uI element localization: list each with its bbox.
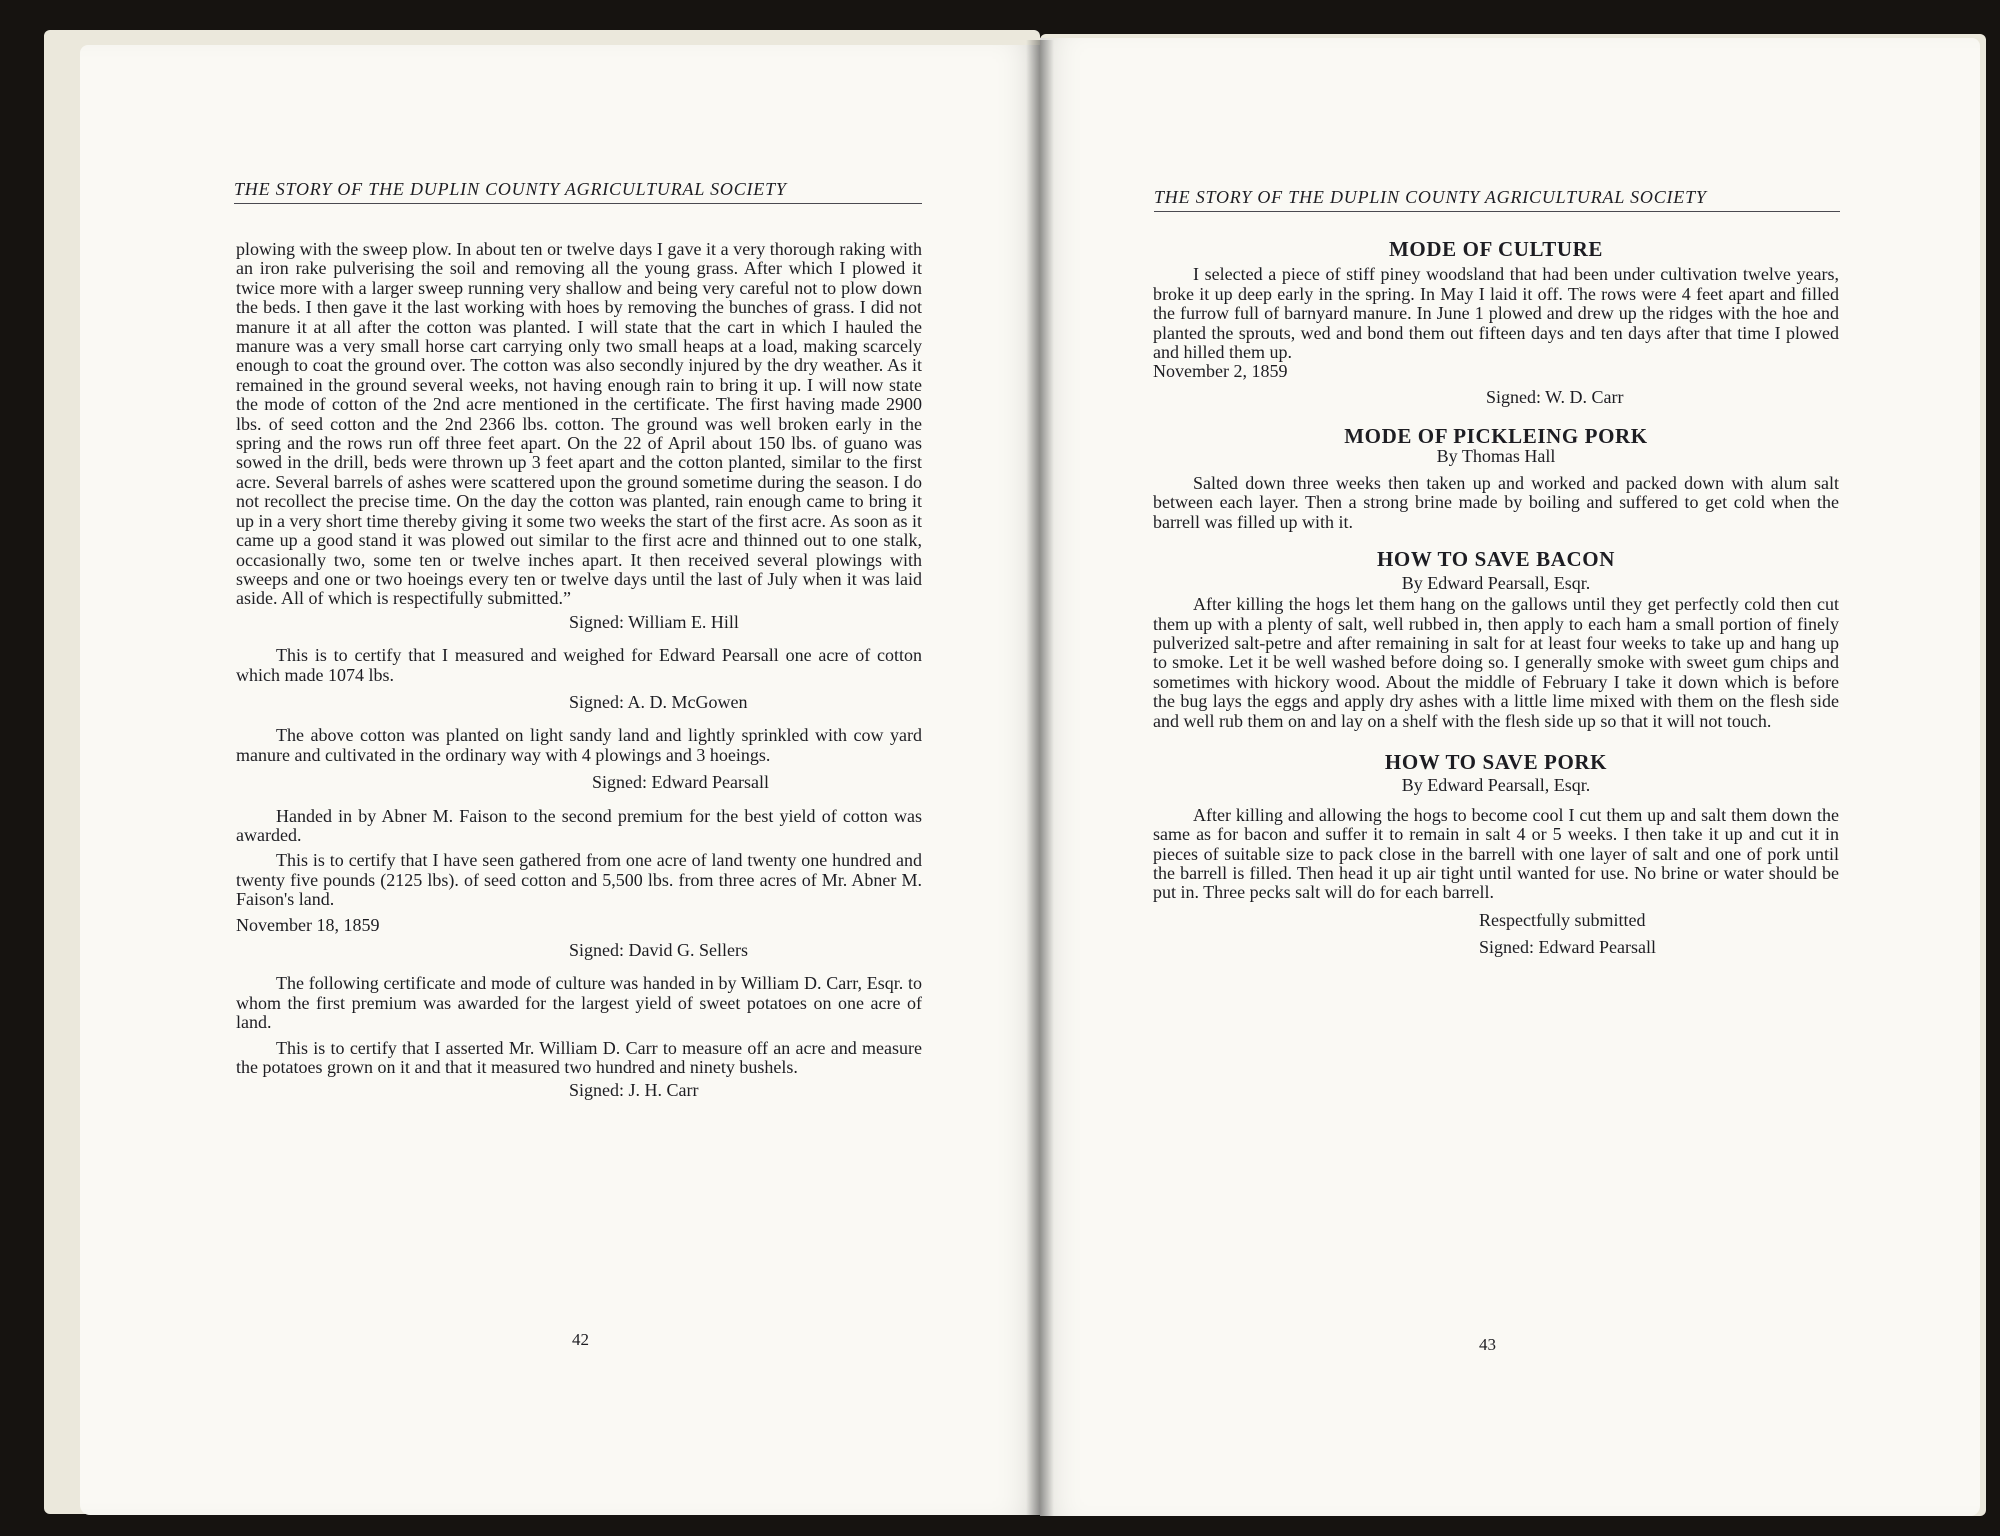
signature: Signed: A. D. McGowen xyxy=(569,691,748,712)
section-heading: HOW TO SAVE BACON xyxy=(1377,547,1615,572)
signature: Signed: W. D. Carr xyxy=(1486,386,1624,407)
book-gutter xyxy=(1026,40,1054,1516)
running-head-right: THE STORY OF THE DUPLIN COUNTY AGRICULTURAL SOCIETY xyxy=(1154,187,1840,212)
left-page-text xyxy=(236,240,922,1101)
paragraph: After killing the hogs let them hang on the gallows until they get perfectly cold then cut them up with a plenty of salt, well rubbed in, then apply to each ham a small portion of finely pulverized salt-petre and after remaining in salt for at least four weeks to take up and hang up to smoke. Let it be well washed before doing so. I generally smoke with sweet gum chips and sometimes with hickory wood. About the middle of February I take it down which is before the bug lays the eggs and apply dry ashes with a little lime mixed with them on the flesh side and well rub them on and lay on a shelf with the flesh side up so that it will not touch. xyxy=(1153,594,1839,731)
paragraph: plowing with the sweep plow. In about ten or twelve days I gave it a very thorough raking with an iron rake pulverising the soil and removing all the young grass. After which I plowed it twice more with a larger sweep running very shallow and being very careful not to plow down the beds. I then gave it the last working with hoes by removing the bunches of grass. I did not manure it at all after the cotton was planted. I will state that the cart in which I hauled the manure was a very small horse cart carrying only two small heaps at a load, making scarcely enough to coat the ground over. The cotton was also secondly injured by the dry weather. As it remained in the ground several weeks, not having enough rain to bring it up. I will now state the mode of cotton of the 2nd acre mentioned in the certificate. The first having made 2900 lbs. of seed cotton and the 2nd 2366 lbs. cotton. The ground was well broken early in the spring and the rows run off three feet apart. On the 22 of April about 150 lbs. of guano was sowed in the drill, beds were thrown up 3 feet apart and the cotton planted, similar to the first acre. Several barrels of ashes were scattered upon the ground sometime during the season. I do not recollect the precise time. On the day the cotton was planted, rain enough came to bring it up in a very short time thereby giving it some two weeks the start of the first acre. As soon as it came up a good stand it was plowed out similar to the first acre and thinned out to one stalk, occasionally two, some ten or twelve inches apart. It then received several plowings with sweeps and one or two hoeings every ten or twelve days until the last of July when it was laid aside. All of which is respectifully submitted.” xyxy=(236,239,922,609)
paragraph: Salted down three weeks then taken up and worked and packed down with alum salt between each layer. Then a strong brine made by boiling and suffered to get cold when the barrell was filled up with it. xyxy=(1153,473,1839,532)
paragraph: The above cotton was planted on light sandy land and lightly sprinkled with cow yard manure and cultivated in the ordinary way with 4 plowings and 3 hoeings. xyxy=(236,725,922,765)
signature: Signed: William E. Hill xyxy=(569,611,739,632)
section-heading: MODE OF PICKLEING PORK xyxy=(1344,424,1648,449)
signature: Signed: J. H. Carr xyxy=(569,1080,699,1101)
byline: By Thomas Hall xyxy=(1436,445,1556,466)
signature: Signed: David G. Sellers xyxy=(569,940,748,960)
byline: By Edward Pearsall, Esqr. xyxy=(1401,775,1591,796)
paragraph: This is to certify that I asserted Mr. William D. Carr to measure off an acre and measure the potatoes grown on it and that it measured two hundred and ninety bushels. xyxy=(236,1037,922,1078)
paragraph: This is to certify that I have seen gathered from one acre of land twenty one hundred and twenty five pounds (2125 lbs). of seed cotton and 5,500 lbs. from three acres of Mr. Abner M. Faison's land. xyxy=(236,850,922,910)
section-heading: HOW TO SAVE PORK xyxy=(1384,749,1608,774)
byline: By Edward Pearsall, Esqr. xyxy=(1401,572,1591,593)
section-heading: MODE OF CULTURE xyxy=(1389,237,1603,261)
page-number-left: 42 xyxy=(572,1330,589,1349)
paragraph: The following certificate and mode of culture was handed in by William D. Carr, Esqr. to whom the first premium was awarded for the largest yield of sweet potatoes on one acre of land. xyxy=(236,973,922,1033)
page-number-right: 43 xyxy=(1479,1335,1496,1354)
paragraph: After killing and allowing the hogs to become cool I cut them up and salt them down the same as for bacon and suffer it to remain in salt 4 or 5 weeks. I then take it up and cut it in pieces of suitable size to pack close in the barrell with one layer of salt and one of pork until the barrell is filled. Then head it up air tight until wanted for use. No brine or water should be put in. Three pecks salt will do for each barrell. xyxy=(1153,804,1839,903)
date-line: November 18, 1859 xyxy=(236,914,380,935)
right-page-text xyxy=(1153,237,1839,958)
paragraph: Handed in by Abner M. Faison to the second premium for the best yield of cotton was awarded. xyxy=(236,805,922,845)
date-line: November 2, 1859 xyxy=(1153,361,1288,382)
signature: Signed: Edward Pearsall xyxy=(592,772,769,793)
signature: Signed: Edward Pearsall xyxy=(1479,937,1656,958)
paragraph: I selected a piece of stiff piney woodsland that had been under cultivation twelve years, broke it up deep early in the spring. In May I laid it off. The rows were 4 feet apart and filled the furrow full of barnyard manure. In June 1 plowed and drew up the ridges with the hoe and planted the sprouts, wed and bond them out fifteen days and ten days after that time I plowed and hilled them up. xyxy=(1153,264,1839,363)
running-head-left: THE STORY OF THE DUPLIN COUNTY AGRICULTURAL SOCIETY xyxy=(234,179,922,204)
closing-line: Respectfully submitted xyxy=(1479,909,1646,930)
paragraph: This is to certify that I measured and weighed for Edward Pearsall one acre of cotton which made 1074 lbs. xyxy=(236,645,922,685)
